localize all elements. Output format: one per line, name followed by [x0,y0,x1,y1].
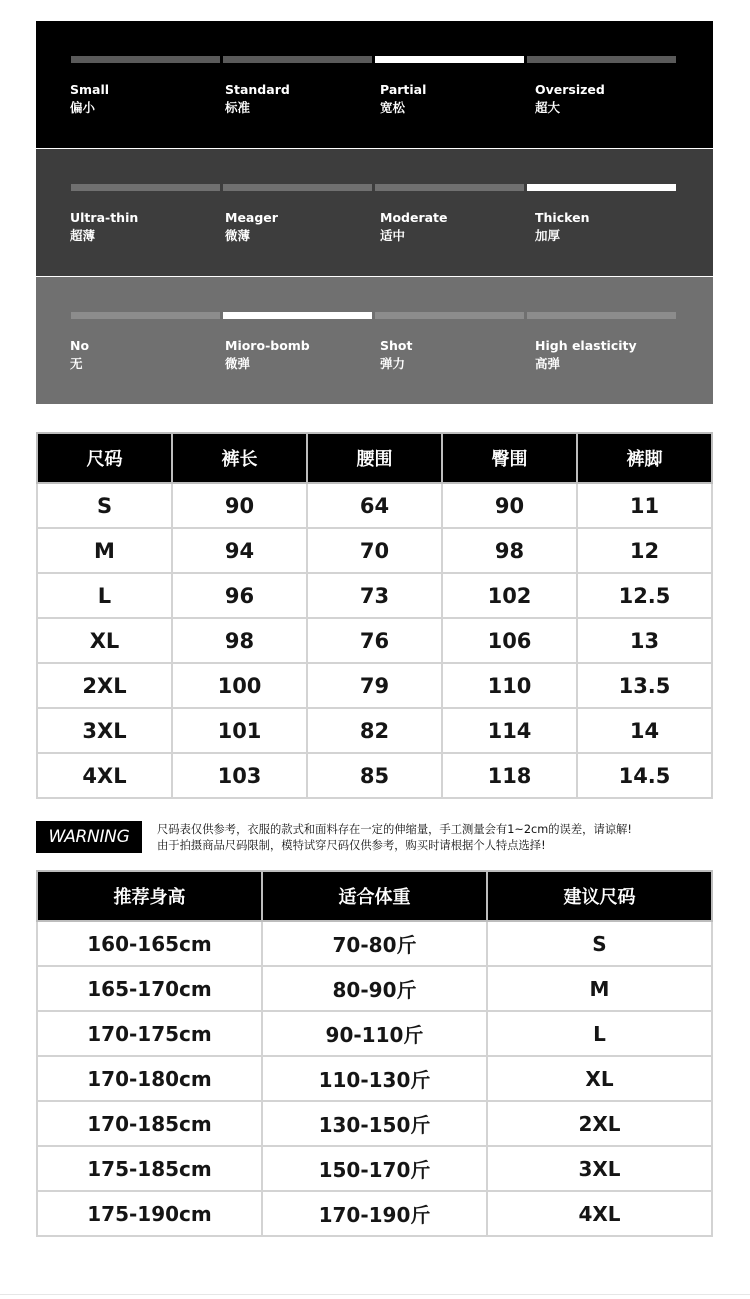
table-cell: M [37,528,172,573]
table-row [37,483,712,528]
table-cell: 73 [307,573,442,618]
size-chart-header-row [37,433,712,483]
table-row [37,708,712,753]
thickness-scale-panel [36,149,713,276]
table-cell: S [487,921,712,966]
elasticity-segment-no [71,312,220,319]
table-cell: 90-110斤 [262,1011,487,1056]
table-row [37,1011,712,1056]
table-cell: 13.5 [577,663,712,708]
table-cell: 12 [577,528,712,573]
fit-segment-partial [375,56,524,63]
table-cell: 114 [442,708,577,753]
table-row [37,921,712,966]
header-waist: 腰围 [307,433,442,483]
table-cell: 98 [442,528,577,573]
table-cell: 70 [307,528,442,573]
table-cell: 80-90斤 [262,966,487,1011]
table-cell: 11 [577,483,712,528]
thickness-scale-bar [71,184,676,191]
table-cell: 14 [577,708,712,753]
table-cell: 14.5 [577,753,712,798]
fit-segment-small [71,56,220,63]
table-cell: 90 [442,483,577,528]
header-pant-length: 裤长 [172,433,307,483]
thickness-segment-moderate [375,184,524,191]
table-cell: 13 [577,618,712,663]
fit-option-small: Small 偏小 [70,82,110,115]
fit-option-standard: Standard 标准 [225,82,290,115]
recommendation-header-row [37,871,712,921]
elasticity-option-shot: Shot 弹力 [380,338,413,371]
table-cell: 130-150斤 [262,1101,487,1146]
fit-segment-oversized [527,56,676,63]
fit-segment-standard [223,56,372,63]
thickness-option-meager: Meager 微薄 [225,210,278,243]
table-cell: 102 [442,573,577,618]
table-cell: 98 [172,618,307,663]
fit-option-partial: Partial 宽松 [380,82,427,115]
table-cell: 160-165cm [37,921,262,966]
table-cell: 94 [172,528,307,573]
table-cell: 2XL [487,1101,712,1146]
table-cell: 4XL [37,753,172,798]
table-row [37,663,712,708]
header-size: 尺码 [37,433,172,483]
table-cell: 110-130斤 [262,1056,487,1101]
fit-option-oversized: Oversized 超大 [535,82,605,115]
table-cell: XL [487,1056,712,1101]
table-cell: 76 [307,618,442,663]
fit-scale-panel [36,21,713,148]
table-cell: 175-190cm [37,1191,262,1236]
thickness-option-ultra-thin: Ultra-thin 超薄 [70,210,139,243]
elasticity-option-high: High elasticity 高弹 [535,338,637,371]
header-recommended-height: 推荐身高 [37,871,262,921]
table-cell: 3XL [37,708,172,753]
table-cell: S [37,483,172,528]
table-cell: 12.5 [577,573,712,618]
table-row [37,1056,712,1101]
table-cell: 4XL [487,1191,712,1236]
table-cell: L [487,1011,712,1056]
table-cell: 170-185cm [37,1101,262,1146]
table-cell: 101 [172,708,307,753]
header-suitable-weight: 适合体重 [262,871,487,921]
table-row [37,966,712,1011]
warning-line-2: 由于拍摄商品尺码限制，模特试穿尺码仅供参考，购买时请根据个人特点选择! [157,839,546,852]
table-cell: 96 [172,573,307,618]
elasticity-scale-panel [36,277,713,404]
table-cell: 2XL [37,663,172,708]
table-cell: L [37,573,172,618]
size-recommendation-table [36,870,713,1237]
table-cell: 170-190斤 [262,1191,487,1236]
table-cell: 170-180cm [37,1056,262,1101]
thickness-option-moderate: Moderate 适中 [380,210,448,243]
header-suggested-size: 建议尺码 [487,871,712,921]
table-cell: 82 [307,708,442,753]
bottom-divider [0,1294,750,1295]
table-cell: 3XL [487,1146,712,1191]
table-cell: 150-170斤 [262,1146,487,1191]
thickness-option-thicken: Thicken 加厚 [535,210,590,243]
table-cell: 103 [172,753,307,798]
warning-badge: WARNING [36,821,142,853]
warning-text [157,822,717,854]
table-cell: M [487,966,712,1011]
table-cell: 100 [172,663,307,708]
elasticity-segment-high [527,312,676,319]
warning-note [36,821,713,855]
elasticity-segment-mioro-bomb [223,312,372,319]
table-row [37,1101,712,1146]
elasticity-segment-shot [375,312,524,319]
size-chart-table [36,432,713,799]
table-row [37,753,712,798]
table-cell: 110 [442,663,577,708]
table-cell: 79 [307,663,442,708]
table-cell: 165-170cm [37,966,262,1011]
table-cell: 85 [307,753,442,798]
table-cell: 170-175cm [37,1011,262,1056]
elasticity-option-mioro-bomb: Mioro-bomb 微弹 [225,338,310,371]
table-row [37,528,712,573]
table-row [37,1191,712,1236]
thickness-segment-thicken [527,184,676,191]
table-cell: 64 [307,483,442,528]
thickness-segment-ultra-thin [71,184,220,191]
fit-scale-bar [71,56,676,63]
table-cell: 118 [442,753,577,798]
elasticity-option-no: No 无 [70,338,90,371]
table-cell: 175-185cm [37,1146,262,1191]
warning-line-1: 尺码表仅供参考，衣服的款式和面料存在一定的伸缩量，手工测量会有1~2cm的误差，请谅解! [157,823,632,836]
table-cell: 90 [172,483,307,528]
table-cell: XL [37,618,172,663]
table-row [37,1146,712,1191]
thickness-segment-meager [223,184,372,191]
header-leg-opening: 裤脚 [577,433,712,483]
header-hip: 臀围 [442,433,577,483]
table-row [37,573,712,618]
table-cell: 70-80斤 [262,921,487,966]
table-cell: 106 [442,618,577,663]
table-row [37,618,712,663]
elasticity-scale-bar [71,312,676,319]
